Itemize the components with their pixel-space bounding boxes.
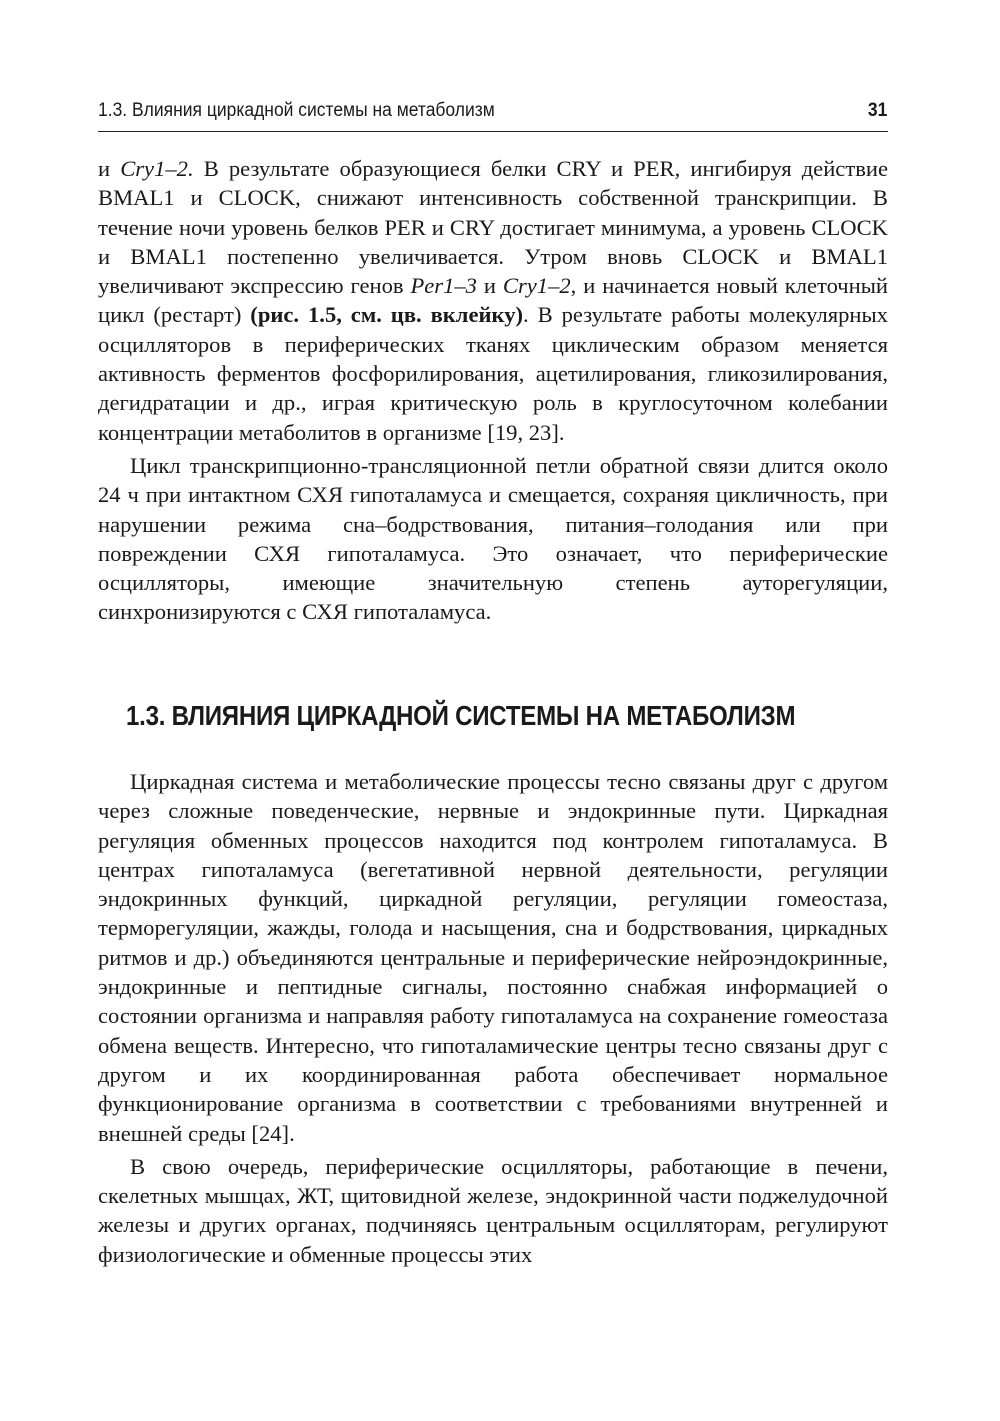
gene-name: Cry1–2. — [120, 156, 194, 181]
continued-text — [98, 154, 888, 627]
section-text — [98, 767, 888, 1269]
gene-name: Cry1–2 — [502, 273, 571, 299]
running-title: 1.3. Влияния циркадной системы на метаболизм — [98, 100, 495, 121]
figure-reference: (рис. 1.5, см. цв. вклейку) — [250, 302, 524, 328]
text-span: , и начинается новый клеточный цикл (рестарт) — [98, 273, 889, 328]
page-number: 31 — [867, 100, 888, 121]
paragraph: В свою очередь, периферические осцилляторы, работающие в печени, скелетных мышцах, ЖТ, щитовидной железе, эндокринной части поджелудочной железы и других органах, подчиняясь центральным осцилляторам, регулируют физиологические и обменные процессы этих — [98, 1153, 888, 1267]
text-span: и — [98, 156, 121, 181]
text-span: и — [476, 273, 503, 299]
running-header — [98, 100, 887, 122]
section-heading: 1.3. ВЛИЯНИЯ ЦИРКАДНОЙ СИСТЕМЫ НА МЕТАБОЛИЗМ — [126, 700, 796, 731]
paragraph: Цикл транскрипционно-трансляционной петли обратной связи длится около 24 ч при интактном СХЯ гипоталамуса и смещается, сохраняя цикличность, при нарушении режима сна–бодрствования, питания–голодания или при повреждении СХЯ гипоталамуса. Это означает, что периферические осцилляторы, имеющие значительную степень ауторегуляции, синхронизируются с СХЯ гипоталамуса. — [98, 452, 888, 625]
gene-name: Per1–3 — [410, 273, 477, 299]
text-span: В результате образующиеся белки CRY и PER, ингибируя действие BMAL1 и CLOCK, снижают интенсивность собственной транскрипции. В течение ночи уровень белков PER и CRY достигает минимума, а уровень CLOCK и BMAL1 постепенно увеличивается. Утром вновь CLOCK и BMAL1 увеличивают экспрессию генов — [98, 156, 888, 299]
header-rule — [98, 131, 888, 132]
paragraph-continued — [98, 154, 888, 447]
paragraph: Циркадная система и метаболические процессы тесно связаны друг с другом через сложные поведенческие, нервные и эндокринные пути. Циркадная регуляция обменных процессов находится под контролем гипоталамуса. В центрах гипоталамуса (вегетативной нервной деятельности, регуляции эндокринных функций, циркадной регуляции, регуляции гомеостаза, терморегуляции, жажды, голода и насыщения, сна и бодрствования, циркадных ритмов и др.) объединяются центральные и периферические нейроэндокринные, эндокринные и пептидные сигналы, постоянно снабжая информацией о состоянии организма и направляя работу гипоталамуса на сохранение гомеостаза обмена веществ. Интересно, что гипоталамические центры тесно связаны друг с другом и их координированная работа обеспечивает нормальное функционирование организма в соответствии с требованиями внутренней и внешней среды [24]. — [98, 769, 888, 1146]
text-span: . В результате работы молекулярных осцилляторов в периферических тканях циклическим образом меняется активность ферментов фосфорилирования, ацетилирования, гликозилирования, дегидратации и др., играя критическую роль в круглосуточном колебании концентрации метаболитов в организме [19, 23]. — [98, 302, 888, 445]
